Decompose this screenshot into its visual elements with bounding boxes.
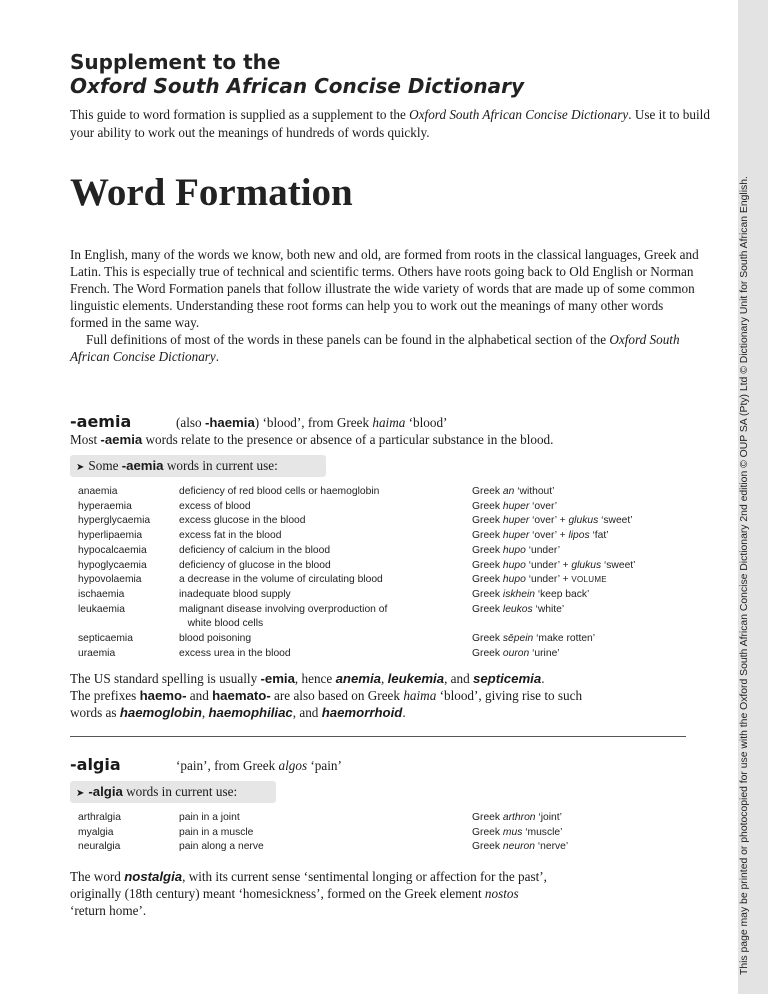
body-paragraph bbox=[70, 246, 700, 365]
aemia-origin bbox=[472, 617, 635, 632]
aemia-meaning: deficiency of red blood cells or haemoglobin bbox=[179, 486, 380, 497]
entry-aemia-note: Most -aemia words relate to the presence or absence of a particular substance in the blood. bbox=[70, 432, 554, 447]
aemia-word: anaemia bbox=[78, 486, 118, 497]
prefix-note: The prefixes haemo- and haemato- are also based on Greek haima ‘blood’, giving rise to such bbox=[70, 688, 583, 703]
us-spelling-note: The US standard spelling is usually -emia, hence anemia, leukemia, and septicemia. bbox=[70, 671, 545, 686]
aemia-origin: Greek huper ‘over’ + lipos ‘fat’ bbox=[472, 530, 609, 542]
section-divider bbox=[70, 736, 686, 737]
arrow-icon: ➤ bbox=[76, 462, 85, 473]
prefix-note-continued: words as haemoglobin, haemophiliac, and haemorrhoid. bbox=[70, 705, 406, 720]
algia-meaning: pain in a joint bbox=[179, 812, 240, 823]
algia-word-column bbox=[78, 811, 121, 855]
aemia-meaning: excess glucose in the blood bbox=[179, 515, 306, 527]
algia-word: neuralgia bbox=[78, 841, 121, 853]
aemia-origin: Greek iskhein ‘keep back’ bbox=[472, 588, 590, 600]
nostalgia-note: The word nostalgia, with its current sense ‘sentimental longing or affection for the past’, bbox=[70, 869, 547, 884]
aemia-meaning: deficiency of glucose in the blood bbox=[179, 559, 331, 571]
aemia-word: ischaemia bbox=[78, 588, 125, 600]
algia-words-label: ➤ -algia words in current use: bbox=[70, 781, 276, 803]
aemia-origin: Greek an ‘without’ bbox=[472, 486, 555, 497]
aemia-word: hypoglycaemia bbox=[78, 559, 147, 571]
aemia-meaning: a decrease in the volume of circulating blood bbox=[179, 574, 383, 586]
aemia-meaning: excess of blood bbox=[179, 500, 251, 512]
aemia-meaning: inadequate blood supply bbox=[179, 588, 291, 600]
algia-origin: Greek arthron ‘joint’ bbox=[472, 812, 562, 823]
aemia-origin: Greek sēpein ‘make rotten’ bbox=[472, 633, 596, 645]
algia-meaning: pain in a muscle bbox=[179, 826, 254, 838]
aemia-meaning: deficiency of calcium in the blood bbox=[179, 544, 331, 556]
arrow-icon: ➤ bbox=[76, 788, 85, 799]
aemia-word: septicaemia bbox=[78, 633, 133, 645]
page-heading: Word Formation bbox=[70, 171, 353, 214]
aemia-meaning: white blood cells bbox=[179, 618, 264, 630]
aemia-word: leukaemia bbox=[78, 603, 125, 615]
aemia-origin-column bbox=[472, 485, 635, 661]
paragraph-1: In English, many of the words we know, both new and old, are formed from roots in the classical languages, Greek and Latin. This is especially true of technical and scientific terms. Others have roots going back to Old English or Norman French. The Word Formation panels that follow illustrate the wide variety of words that are made up of some common linguistic elements. Understanding these root forms can help you to work out the meanings of many other words formed in the same way. bbox=[70, 247, 699, 330]
aemia-meaning: malignant disease involving overproduction of bbox=[179, 603, 388, 615]
algia-word: arthralgia bbox=[78, 812, 121, 823]
algia-origin: Greek mus ‘muscle’ bbox=[472, 826, 563, 838]
aemia-origin: Greek ouron ‘urine’ bbox=[472, 647, 560, 659]
algia-origin: Greek neuron ‘nerve’ bbox=[472, 841, 569, 853]
aemia-meaning: blood poisoning bbox=[179, 633, 252, 645]
entry-aemia-gloss: (also -haemia) ‘blood’, from Greek haima ‘blood’ bbox=[176, 415, 448, 430]
aemia-origin: Greek huper ‘over’ + glukus ‘sweet’ bbox=[472, 515, 633, 527]
aemia-meaning: excess fat in the blood bbox=[179, 530, 282, 542]
title-line-2: Oxford South African Concise Dictionary bbox=[70, 74, 524, 98]
intro-text: This guide to word formation is supplied as a supplement to the Oxford South African Concise Dictionary. Use it to build your ability to work out the meanings of hundreds of words quickly. bbox=[70, 107, 710, 140]
aemia-word: hyperglycaemia bbox=[78, 515, 151, 527]
algia-meaning: pain along a nerve bbox=[179, 841, 264, 853]
aemia-origin: Greek huper ‘over’ bbox=[472, 500, 558, 512]
aemia-word: hyperlipaemia bbox=[78, 530, 143, 542]
title-line-1: Supplement to the bbox=[70, 50, 281, 74]
aemia-meaning-column bbox=[179, 485, 387, 661]
aemia-origin: Greek leukos ‘white’ bbox=[472, 603, 565, 615]
aemia-origin: Greek hupo ‘under’ bbox=[472, 544, 560, 556]
aemia-word-column bbox=[78, 485, 150, 661]
aemia-word: hypovolaemia bbox=[78, 574, 142, 586]
entry-algia-gloss: ‘pain’, from Greek algos ‘pain’ bbox=[176, 758, 342, 773]
aemia-origin: Greek hupo ‘under’ + glukus ‘sweet’ bbox=[472, 559, 636, 571]
aemia-word bbox=[78, 617, 150, 632]
aemia-word: uraemia bbox=[78, 647, 116, 659]
aemia-meaning: excess urea in the blood bbox=[179, 647, 291, 659]
copyright-notice: This page may be printed or photocopied for use with the Oxford South African Concise Dictionary 2nd edition © OUP SA (Pty) Ltd © Dictionary Unit for South African English. bbox=[739, 176, 750, 975]
aemia-word: hyperaemia bbox=[78, 500, 132, 512]
aemia-origin: Greek hupo ‘under’ + VOLUME bbox=[472, 574, 607, 586]
aemia-word: hypocalcaemia bbox=[78, 544, 147, 556]
aemia-words-label: ➤ Some -aemia words in current use: bbox=[70, 455, 326, 477]
nostalgia-note-line-2: originally (18th century) meant ‘homesickness’, formed on the Greek element nostos bbox=[70, 886, 519, 901]
algia-word: myalgia bbox=[78, 826, 114, 838]
supplement-title bbox=[70, 50, 524, 98]
nostalgia-note-line-3: ‘return home’. bbox=[70, 903, 147, 918]
paragraph-2: Full definitions of most of the words in these panels can be found in the alphabetical section of the Oxford South African Concise Dictionary. bbox=[70, 332, 680, 364]
algia-origin-column bbox=[472, 811, 568, 855]
algia-meaning-column bbox=[179, 811, 264, 855]
entry-aemia-headword: -aemia bbox=[70, 412, 132, 431]
entry-algia-headword: -algia bbox=[70, 755, 121, 774]
